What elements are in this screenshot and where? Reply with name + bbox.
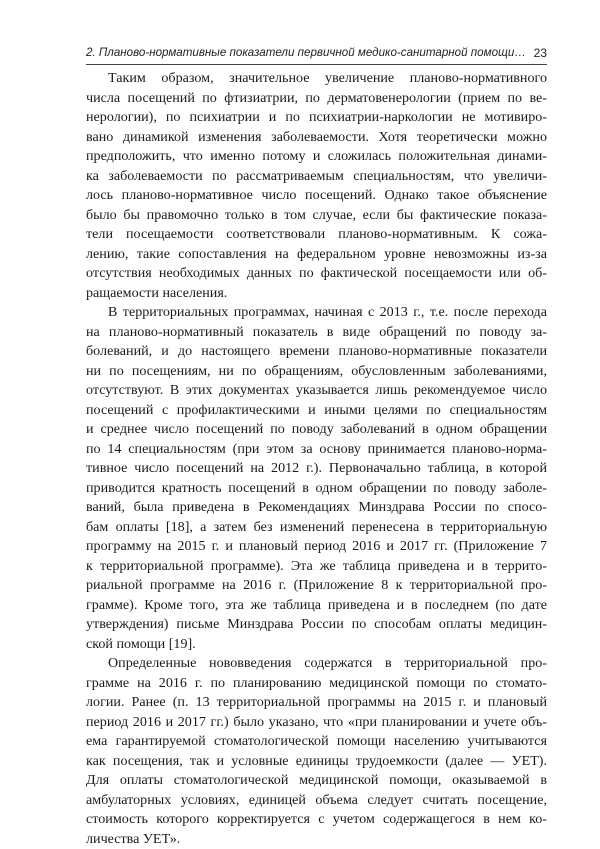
- page-number: 23: [525, 44, 547, 62]
- running-header-title: 2. Планово-нормативные показатели первичной медико-санитарной помощи…: [86, 44, 516, 62]
- text-line: лось планово-нормативное число посещений. Однако такое объяснение: [86, 186, 547, 206]
- header-rule: [86, 64, 547, 65]
- text-line: отсутствуют. В этих документах указывается лишь рекомендуемое число: [86, 381, 547, 401]
- text-line: ни по посещениям, ни по обращениям, обусловленным заболеваниями,: [86, 362, 547, 382]
- text-line: программу на 2015 г. и плановый период 2016 и 2017 гг. (Приложение 7: [86, 537, 547, 557]
- text-line: тели посещаемости соответствовали планово-нормативным. К сожа-: [86, 225, 547, 245]
- text-line: тивное число посещений на 2012 г.). Первоначально таблица, в которой: [86, 459, 547, 479]
- text-line: бам оплаты [18], а затем без изменений перенесена в территориальную: [86, 518, 547, 538]
- text-line: лению, такие сопоставления на федеральном уровне невозможны из-за: [86, 245, 547, 265]
- text-line: стоимость которого корректируется с учетом содержащегося в нем ко-: [86, 810, 547, 830]
- body-text: [86, 69, 547, 849]
- text-line: грамме на 2016 г. по планированию медицинской помощи по стомато-: [86, 674, 547, 694]
- text-line: по 14 специальностям (при этом за основу принимается планово-норма-: [86, 440, 547, 460]
- text-line: ка заболеваемости по рассматриваемым специальностям, что увеличи-: [86, 167, 547, 187]
- text-line: ской помощи [19].: [86, 635, 547, 655]
- text-line: личества УЕТ».: [86, 830, 547, 849]
- text-line: Таким образом, значительное увеличение планово-нормативного: [86, 69, 547, 89]
- text-line: и среднее число посещений по поводу заболеваний в одном обращении: [86, 420, 547, 440]
- text-line: период 2016 и 2017 гг.) было указано, что «при планировании и учете объ-: [86, 713, 547, 733]
- text-line: риальной программе на 2016 г. (Приложение 8 к территориальной про-: [86, 576, 547, 596]
- text-line: к территориальной программе). Эта же таблица приведена и в террито-: [86, 557, 547, 577]
- text-line: отсутствия необходимых данных по фактической посещаемости или об-: [86, 264, 547, 284]
- text-line: было бы правомочно только в том случае, если бы фактические показа-: [86, 206, 547, 226]
- text-line: логии. Ранее (п. 13 территориальной программы на 2015 г. и плановый: [86, 693, 547, 713]
- paragraph: [86, 654, 547, 849]
- text-line: грамме). Кроме того, эта же таблица приведена и в последнем (по дате: [86, 596, 547, 616]
- text-line: болеваний, и до настоящего времени планово-нормативные показатели: [86, 342, 547, 362]
- text-line: амбулаторных условиях, единицей объема следует считать посещение,: [86, 791, 547, 811]
- text-line: утверждения) письме Минздрава России по способам оплаты медицин-: [86, 615, 547, 635]
- text-line: посещений с профилактическими и иными целями по специальностям: [86, 401, 547, 421]
- text-line: Определенные нововведения содержатся в территориальной про-: [86, 654, 547, 674]
- text-line: на планово-нормативный показатель в виде обращений по поводу за-: [86, 323, 547, 343]
- text-line: нерологии), по психиатрии и по психиатрии-наркологии не мотивиро-: [86, 108, 547, 128]
- text-line: Для оплаты стоматологической медицинской помощи, оказываемой в: [86, 771, 547, 791]
- text-line: В территориальных программах, начиная с 2013 г., т.е. после перехода: [86, 303, 547, 323]
- text-line: ваний, была приведена в Рекомендациях Минздрава России по спосо-: [86, 498, 547, 518]
- paragraph: [86, 69, 547, 303]
- text-line: ращаемости населения.: [86, 284, 547, 304]
- text-line: вано динамикой изменения заболеваемости. Хотя теоретически можно: [86, 128, 547, 148]
- text-line: числа посещений по фтизиатрии, по дерматовенерологии (прием по ве-: [86, 89, 547, 109]
- text-line: ема гарантируемой стоматологической помощи населению учитываются: [86, 732, 547, 752]
- paragraph: [86, 303, 547, 654]
- text-line: как посещения, так и условные единицы трудоемкости (далее — УЕТ).: [86, 752, 547, 772]
- text-line: предположить, что именно потому и сложилась положительная динами-: [86, 147, 547, 167]
- text-line: приводится кратность посещений в одном обращении по поводу заболе-: [86, 479, 547, 499]
